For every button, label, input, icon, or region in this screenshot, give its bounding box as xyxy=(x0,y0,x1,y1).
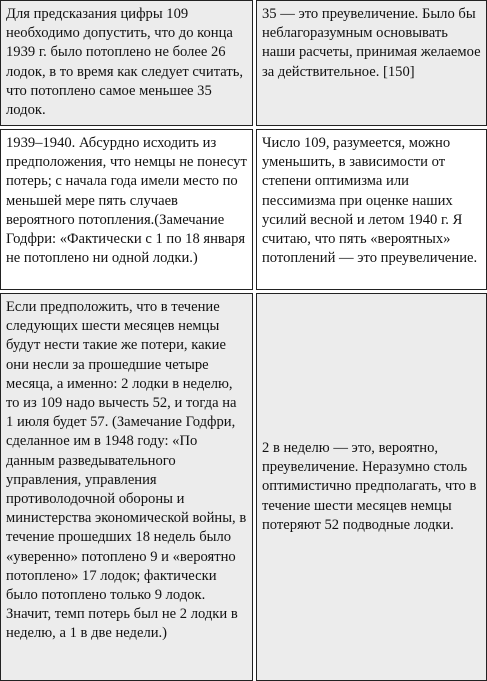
table-cell-row3-left xyxy=(0,293,253,681)
table-cell-row2-left xyxy=(0,129,253,290)
cell-text: 2 в неделю — это, вероятно, преувеличение. Неразумно столь оптимистично предполагать, что в течение шести месяцев немцы потеряют 52 подводные лодки. xyxy=(262,439,477,533)
table-cell-row2-right xyxy=(256,129,487,290)
cell-text: 35 — это преувеличение. Было бы неблагоразумным основывать наши расчеты, принимая желаемое за действительное. [150] xyxy=(262,6,481,80)
cell-text: 1939–1940. Абсурдно исходить из предположения, что немцы не понесут потерь; с начала года имели место по меньшей мере пять случаев вероятного потопления.(Замечание Годфри: «Фактически с 1 по 18 января не потоплено ни одной лодки.) xyxy=(6,135,247,267)
cell-text: Для предсказания цифры 109 необходимо допустить, что до конца 1939 г. было потоплено не более 26 лодок, в то время как следует считать, что потоплено самое меньшее 35 лодок. xyxy=(6,6,244,119)
cell-text: Если предположить, что в течение следующих шести месяцев немцы будут нести такие же потери, какие они несли за прошедшие четыре месяца, а именно: 2 лодки в неделю, то из 109 надо вычесть 52, и тогда на 1 июля будет 57. (Замечание Годфри, сделанное им в 1948 году: «По данным разведывательного управления, управления противолодочной обороны и министерства экономической войны, в течение прошедших 18 недель было «уверенно» потоплено 9 и «вероятно потоплено» 17 лодок; фактически было потоплено только 9 лодок. Значит, темп потерь был не 2 лодки в неделю, а 1 в две недели.) xyxy=(6,299,247,642)
cell-text: Число 109, разумеется, можно уменьшить, в зависимости от степени оптимизма или пессимизма при оценке наших усилий весной и летом 1940 г. Я считаю, что пять «вероятных» потоплений — это преувеличение. xyxy=(262,135,478,267)
table-cell-row1-left xyxy=(0,0,253,126)
table-cell-row1-right xyxy=(256,0,487,126)
table-cell-row3-right xyxy=(256,293,487,681)
